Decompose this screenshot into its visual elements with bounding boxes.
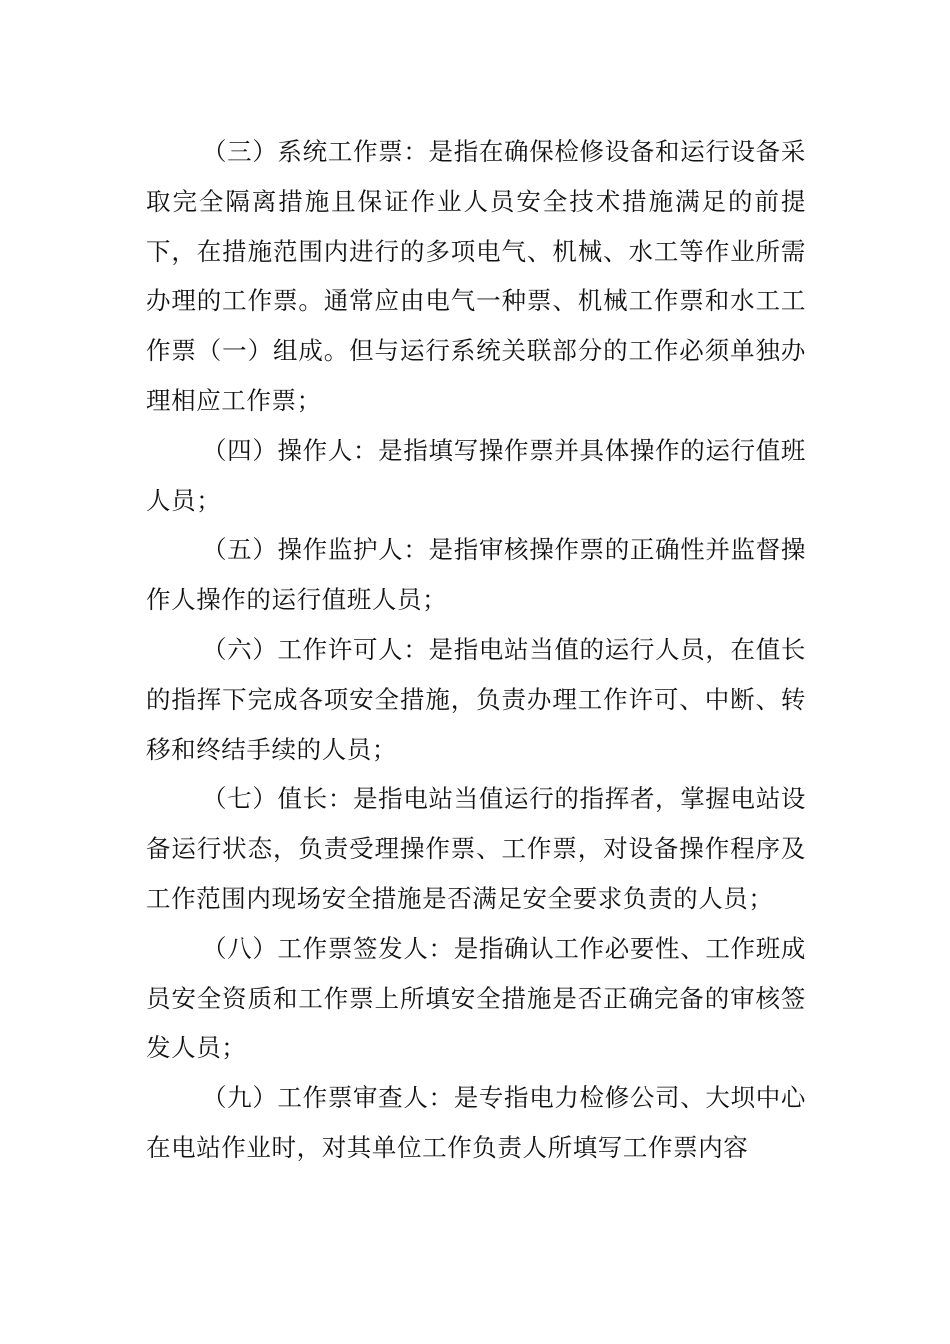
paragraph-shift-supervisor: （七）值长：是指电站当值运行的指挥者，掌握电站设备运行状态，负责受理操作票、工作票，对设备操作程序及工作范围内现场安全措施是否满足安全要求负责的人员； <box>146 784 806 913</box>
paragraph-ticket-reviewer: （九）工作票审查人：是专指电力检修公司、大坝中心在电站作业时，对其单位工作负责人所填写工作票内容 <box>146 1083 806 1162</box>
document-body <box>146 127 806 1173</box>
paragraph-system-work-ticket: （三）系统工作票：是指在确保检修设备和运行设备采取完全隔离措施且保证作业人员安全技术措施满足的前提下，在措施范围内进行的多项电气、机械、水工等作业所需办理的工作票。通常应由电气一种票、机械工作票和水工工作票（一）组成。但与运行系统关联部分的工作必须单独办理相应工作票； <box>146 137 806 415</box>
paragraph-ticket-issuer: （八）工作票签发人：是指确认工作必要性、工作班成员安全资质和工作票上所填安全措施是否正确完备的审核签发人员； <box>146 933 806 1063</box>
paragraph-work-permitter: （六）工作许可人：是指电站当值的运行人员，在值长的指挥下完成各项安全措施，负责办理工作许可、中断、转移和终结手续的人员； <box>146 634 806 764</box>
paragraph-operation-supervisor: （五）操作监护人：是指审核操作票的正确性并监督操作人操作的运行值班人员； <box>146 535 806 615</box>
paragraph-operator: （四）操作人：是指填写操作票并具体操作的运行值班人员； <box>146 435 806 515</box>
